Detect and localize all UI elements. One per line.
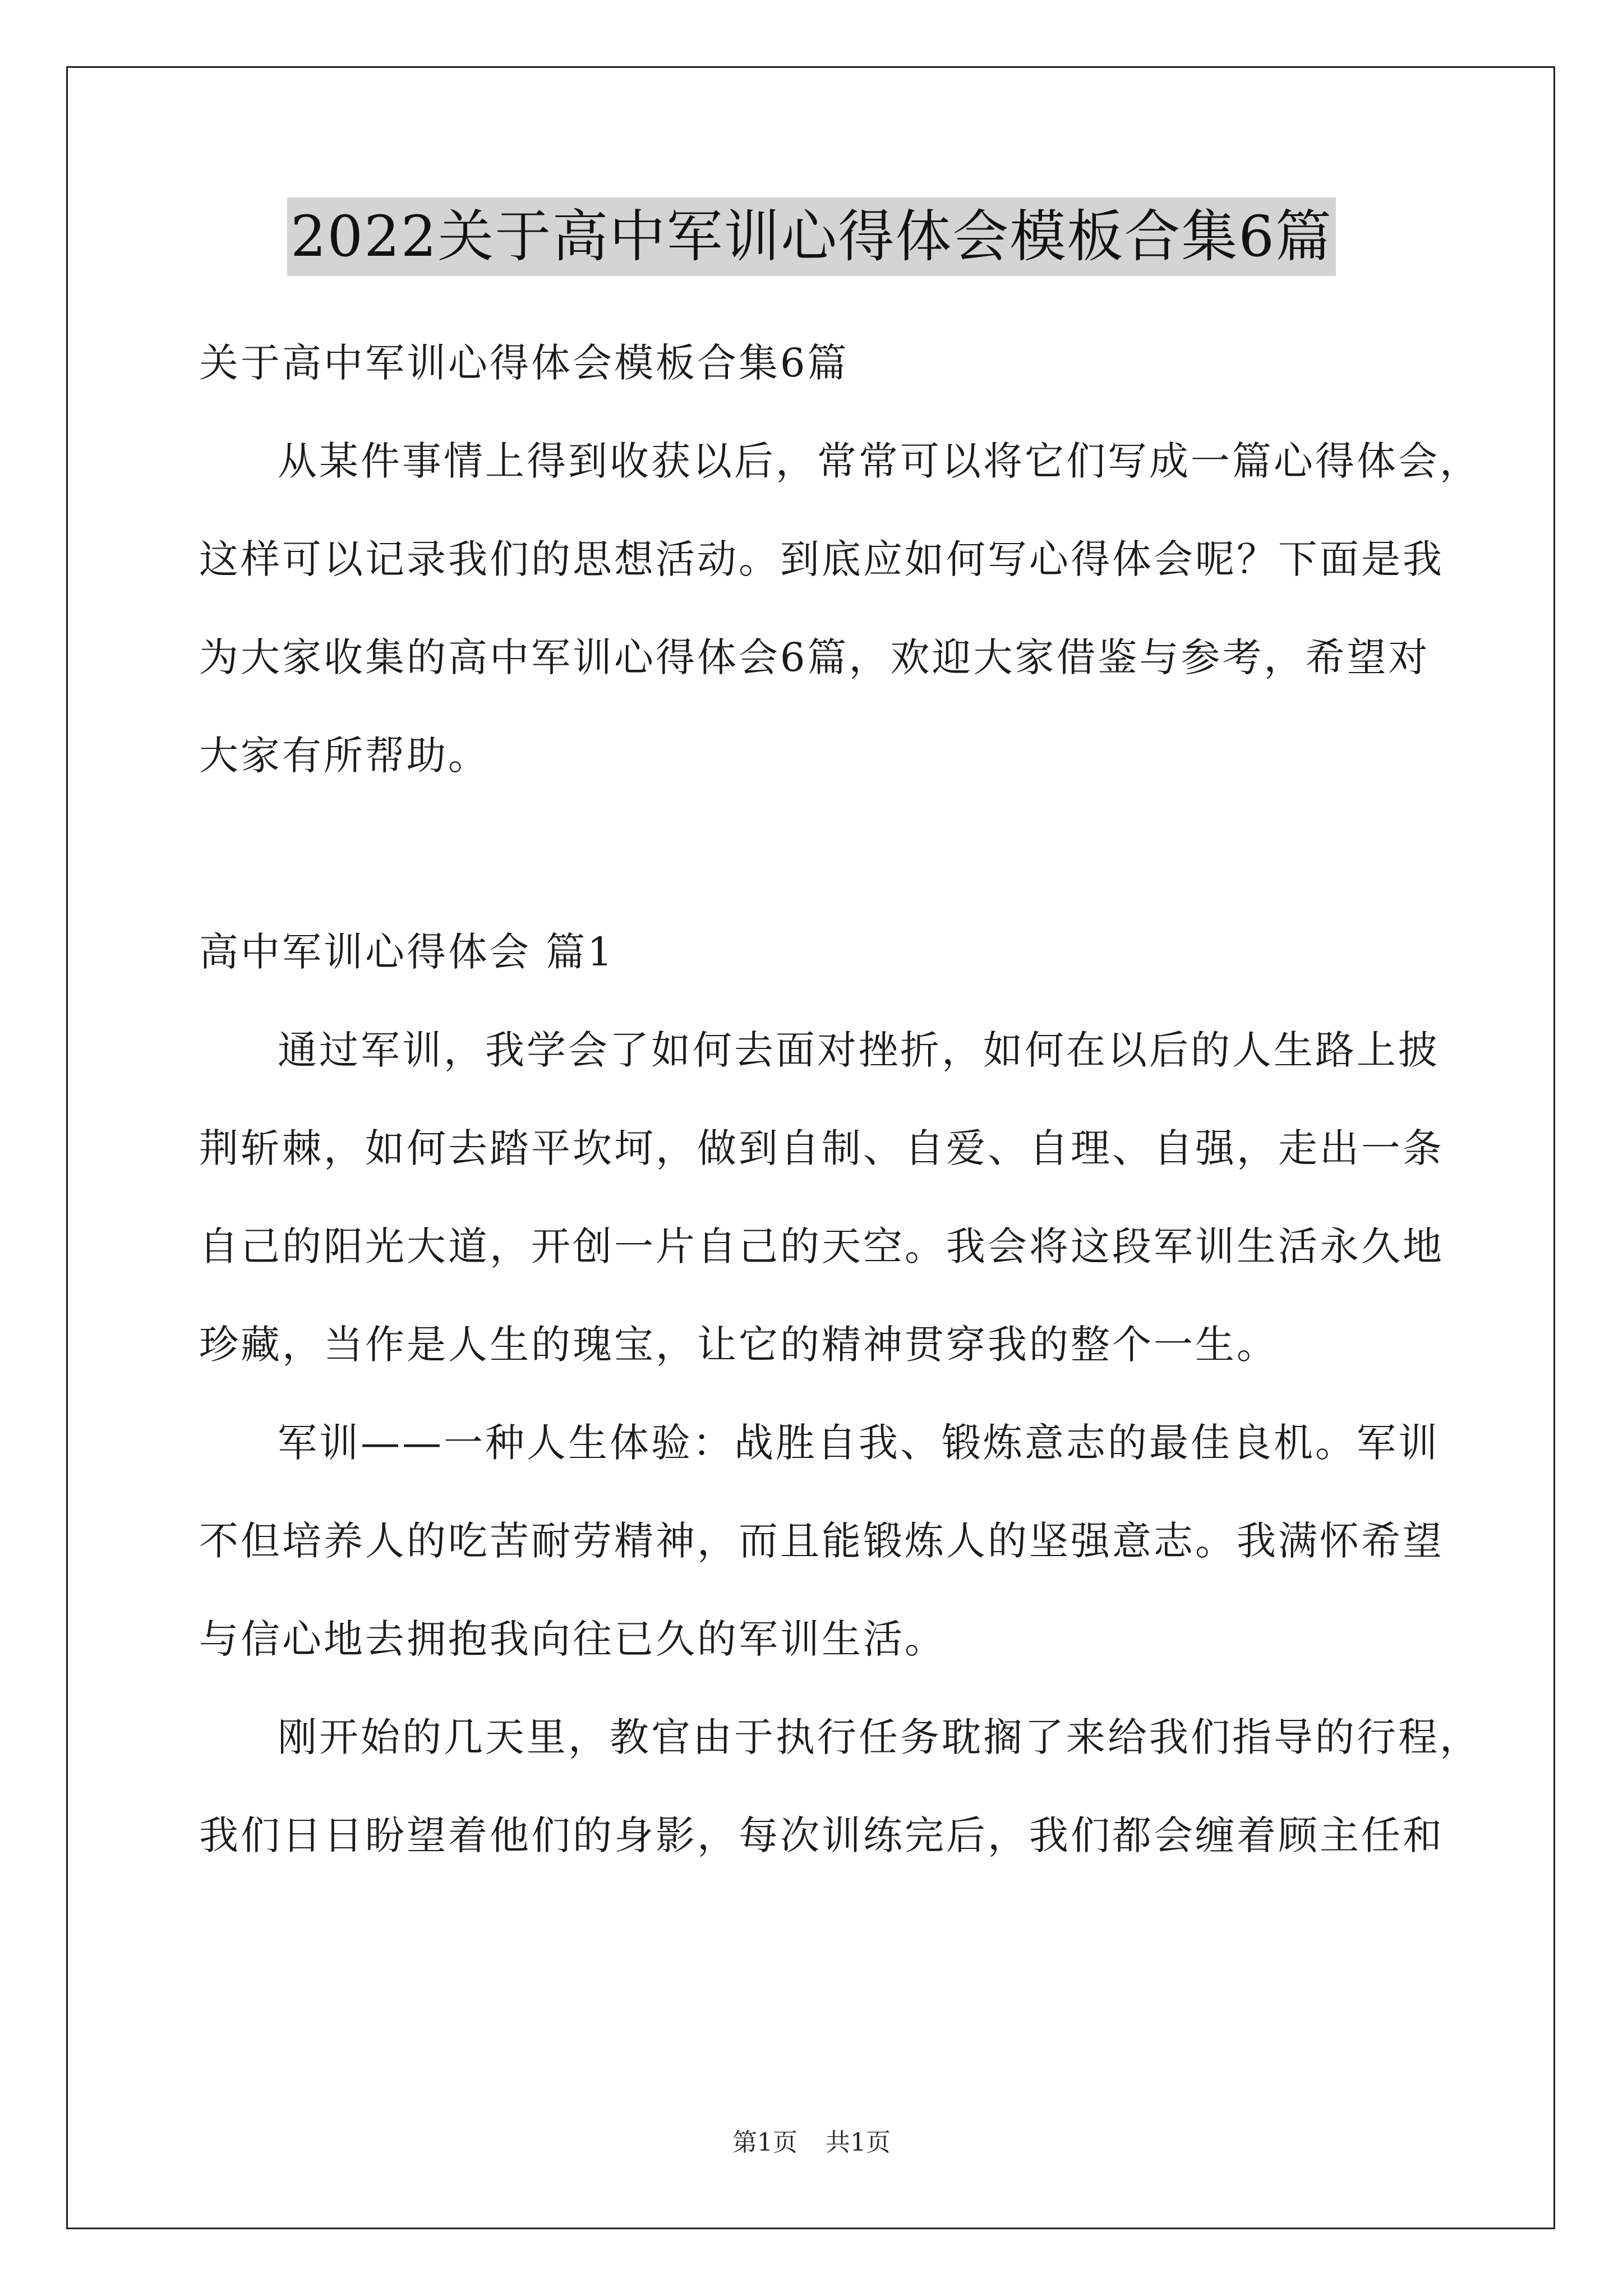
paragraph-line: 荆斩棘，如何去踏平坎坷，做到自制、自爱、自理、自强，走出一条: [199, 1125, 1444, 1171]
page-total: 共1页: [826, 2128, 891, 2157]
title-container: [0, 197, 1623, 276]
paragraph-line: 军训——一种人生体验：战胜自我、锻炼意志的最佳良机。军训: [278, 1420, 1440, 1466]
paragraph-line: 刚开始的几天里，教官由于执行任务耽搁了来给我们指导的行程，: [278, 1714, 1481, 1760]
intro-line: 这样可以记录我们的思想活动。到底应如何写心得体会呢？下面是我: [199, 536, 1444, 582]
intro-line: 大家有所帮助。: [199, 733, 490, 779]
paragraph-line: 我们日日盼望着他们的身影，每次训练完后，我们都会缠着顾主任和: [199, 1812, 1444, 1858]
page-number: 第1页: [732, 2128, 797, 2157]
document-subtitle: 关于高中军训心得体会模板合集6篇: [199, 340, 849, 386]
page-footer: [0, 2126, 1623, 2160]
intro-line: 为大家收集的高中军训心得体会6篇，欢迎大家借鉴与参考，希望对: [199, 634, 1430, 680]
paragraph-line: 自己的阳光大道，开创一片自己的天空。我会将这段军训生活永久地: [199, 1223, 1444, 1269]
paragraph-spacer: [199, 805, 1433, 903]
paragraph-line: 珍藏，当作是人生的瑰宝，让它的精神贯穿我的整个一生。: [199, 1322, 1278, 1368]
document-body: [199, 314, 1481, 1885]
paragraph-line: 通过军训，我学会了如何去面对挫折，如何在以后的人生路上披: [278, 1027, 1440, 1073]
paragraph-line: 与信心地去拥抱我向往已久的军训生活。: [199, 1616, 946, 1662]
document-title: 2022关于高中军训心得体会模板合集6篇: [287, 197, 1336, 276]
section-heading: 高中军训心得体会 篇1: [199, 929, 615, 975]
intro-line: 从某件事情上得到收获以后，常常可以将它们写成一篇心得体会，: [278, 438, 1481, 484]
paragraph-line: 不但培养人的吃苦耐劳精神，而且能锻炼人的坚强意志。我满怀希望: [199, 1518, 1444, 1564]
